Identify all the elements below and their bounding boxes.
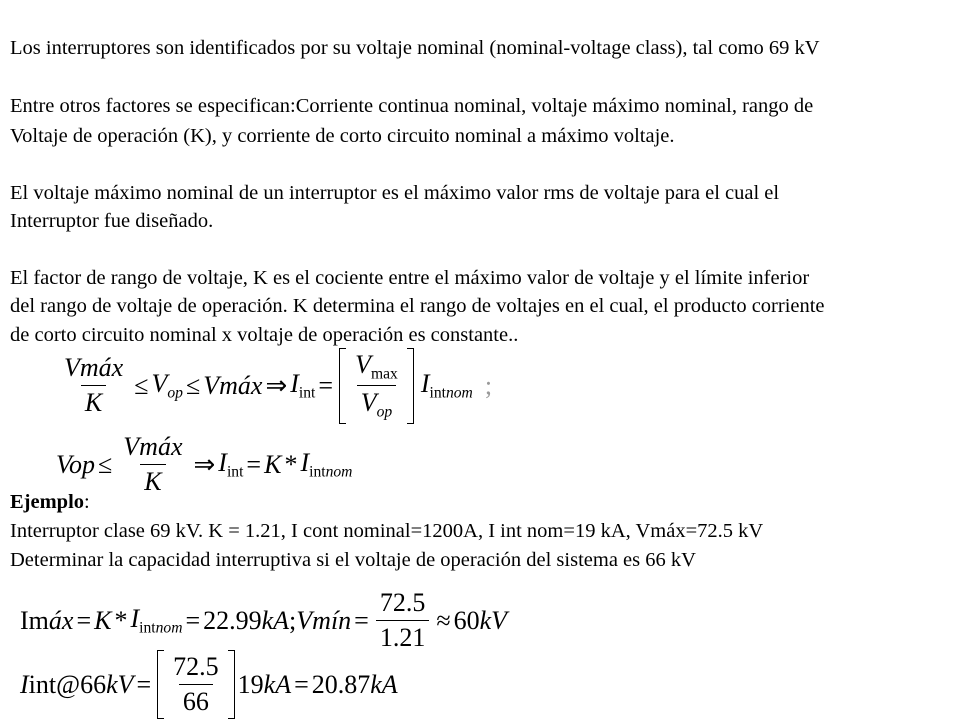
k-term: K <box>94 605 112 635</box>
fraction-denominator: 66 <box>179 684 213 717</box>
approx-symbol: ≈ <box>436 605 451 635</box>
equals-symbol: = <box>318 370 334 400</box>
ax-term: áx <box>48 605 74 635</box>
less-equal-symbol: ≤ <box>98 449 113 479</box>
v-symbol: V <box>151 369 168 399</box>
equation-imax-vmin <box>20 588 507 653</box>
fraction-numerator: Vmáx <box>123 432 183 461</box>
i-int-term <box>218 448 243 481</box>
66-value: 66 <box>80 669 107 699</box>
paragraph-range-factor-line-2: del rango de voltaje de operación. K determina el rango de voltajes en el cual, el producto corriente <box>10 295 825 317</box>
ka-unit: kA <box>263 669 292 699</box>
fraction-numerator: 72.5 <box>173 652 219 681</box>
equals-symbol: = <box>294 669 309 699</box>
19-value: 19 <box>237 669 264 699</box>
fraction-vmax-over-k <box>60 353 127 418</box>
multiply-symbol: * <box>284 449 298 479</box>
nom-subscript: nom <box>155 619 183 637</box>
op-subscript: op <box>376 403 393 421</box>
v-op-term <box>151 369 182 402</box>
fraction-denominator: 1.21 <box>376 620 430 653</box>
i-int-nom-term <box>130 604 182 637</box>
int-subscript: int <box>309 463 326 481</box>
implies-symbol: ⇒ <box>193 449 216 479</box>
i-symbol: I <box>290 369 299 399</box>
paragraph-factors-line-2: Voltaje de operación (K), y corriente de corto circuito nominal a máximo voltaje. <box>10 125 675 147</box>
bracket-voltage-ratio <box>339 350 414 422</box>
equals-symbol: = <box>76 605 92 635</box>
i-subscript: int <box>226 463 244 481</box>
semicolon: ; <box>289 605 297 635</box>
int-subscript: int <box>139 619 156 637</box>
fraction-numerator <box>351 350 402 385</box>
v-symbol: V <box>355 350 371 379</box>
fraction-vmax-over-vop <box>351 350 402 422</box>
i-symbol: I <box>130 603 140 633</box>
example-label: Ejemplo <box>10 491 85 513</box>
paragraph-nominal-voltage: Los interruptores son identificados por su voltaje nominal (nominal-voltage class), tal como 69 kV <box>10 37 820 59</box>
fraction-vmax-over-k <box>119 432 186 497</box>
fraction-denominator: K <box>140 464 165 497</box>
max-subscript: max <box>370 365 398 383</box>
fraction-72-5-over-1-21 <box>376 588 430 653</box>
fraction-denominator: K <box>81 385 106 418</box>
kv-unit: kV <box>106 669 134 699</box>
i-symbol: I <box>420 369 430 399</box>
ka-unit: kA <box>261 605 290 635</box>
i-symbol: I <box>20 669 29 699</box>
vop-term: Vop <box>56 449 95 479</box>
multiply-symbol: * <box>114 605 128 635</box>
paragraph-factors-line-1: Entre otros factores se especifican:Corriente continua nominal, voltaje máximo nominal, rango de <box>10 95 814 117</box>
example-heading <box>10 490 90 514</box>
fraction-72-5-over-66 <box>169 652 223 717</box>
i-int-term <box>290 369 315 402</box>
v-subscript: op <box>167 384 183 402</box>
equals-symbol: = <box>246 449 262 479</box>
vmax-term: Vmáx <box>203 370 263 400</box>
example-colon: : <box>84 491 90 513</box>
equation-vop-bound <box>56 432 352 497</box>
ka-unit: kA <box>370 669 398 699</box>
less-equal-symbol: ≤ <box>134 370 149 400</box>
equals-symbol: = <box>354 605 369 635</box>
fraction-numerator: Vmáx <box>64 353 124 383</box>
nom-subscript: nom <box>325 463 353 481</box>
i-symbol: I <box>300 447 310 477</box>
paragraph-range-factor-line-1: El factor de rango de voltaje, K es el cociente entre el máximo valor de voltaje y el límite inferior <box>10 267 810 289</box>
paragraph-range-factor-line-3: de corto circuito nominal x voltaje de operación es constante.. <box>10 324 519 346</box>
kv-unit: kV <box>479 605 508 635</box>
i-symbol: I <box>218 447 227 477</box>
less-equal-symbol: ≤ <box>185 370 201 400</box>
paragraph-max-voltage-line-1: El voltaje máximo nominal de un interruptor es el máximo valor rms de voltaje para el cual el <box>10 182 780 204</box>
semicolon: ; <box>484 370 493 400</box>
vmin-term: Vmín <box>296 605 352 635</box>
fraction-denominator <box>357 385 396 421</box>
int-subscript: int <box>429 384 446 402</box>
v-symbol: V <box>360 388 377 418</box>
paragraph-max-voltage-line-2: Interruptor fue diseñado. <box>10 210 214 232</box>
k-term: K <box>264 449 282 479</box>
example-line-2: Determinar la capacidad interruptiva si el voltaje de operación del sistema es 66 kV <box>10 549 696 571</box>
equation-iint-at-66kv <box>20 652 398 717</box>
equals-symbol: = <box>136 669 152 699</box>
implies-symbol: ⇒ <box>265 370 288 400</box>
int-at-term: int@ <box>28 669 81 699</box>
nom-subscript: nom <box>445 384 473 402</box>
equals-symbol: = <box>185 605 201 635</box>
i-int-nom-term <box>300 448 352 481</box>
result-value: 20.87 <box>311 669 371 699</box>
im-term: Im <box>20 605 49 635</box>
equation-range-inequality <box>56 350 492 422</box>
fraction-numerator: 72.5 <box>379 588 426 617</box>
example-line-1: Interruptor clase 69 kV. K = 1.21, I cont nominal=1200A, I int nom=19 kA, Vmáx=72.5 kV <box>10 520 764 542</box>
i-int-nom-term <box>421 369 473 402</box>
i-subscript: int <box>298 384 316 402</box>
vmin-value: 60 <box>453 605 480 635</box>
bracket-ratio <box>157 652 235 717</box>
imax-value: 22.99 <box>203 605 262 635</box>
